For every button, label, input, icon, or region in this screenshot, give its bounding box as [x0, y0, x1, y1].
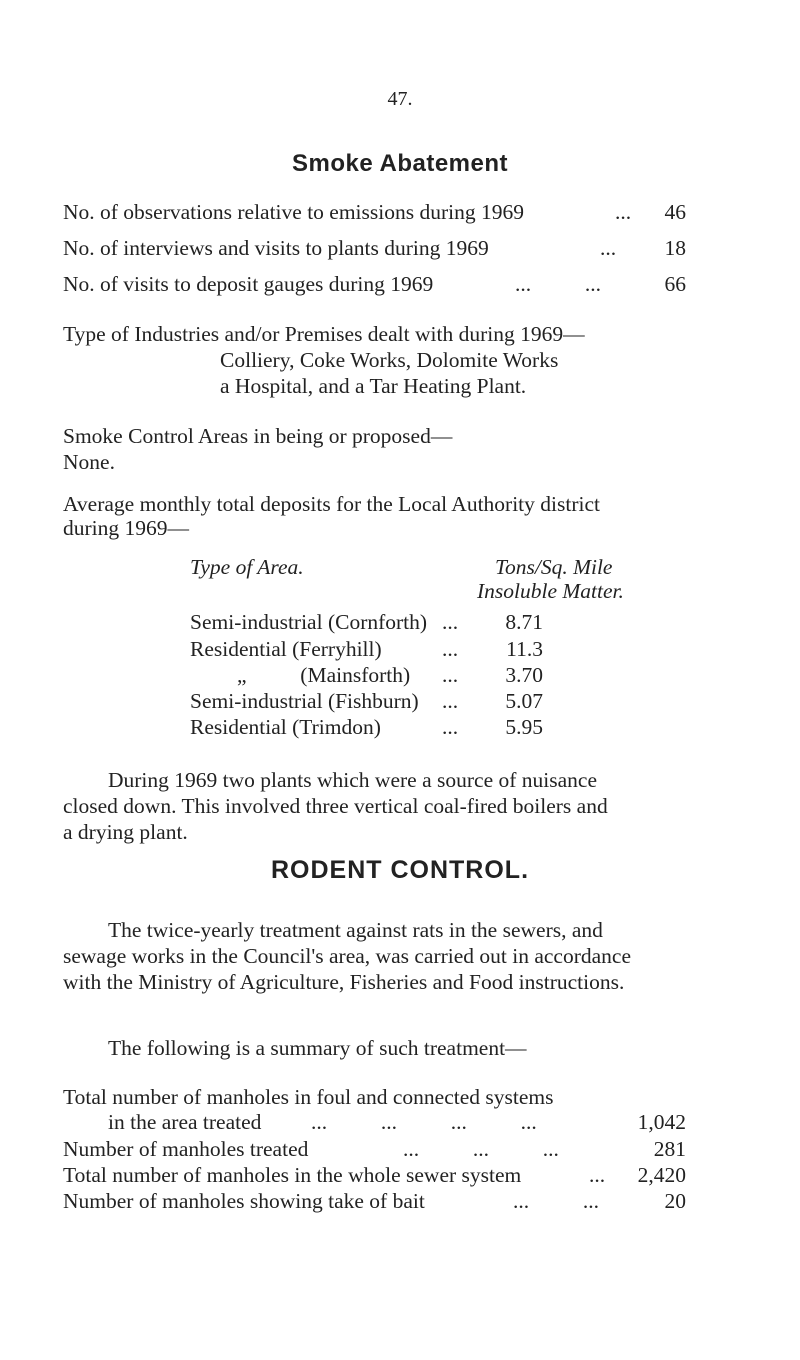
- area-name: Semi-industrial (Fishburn): [190, 689, 419, 713]
- smoke-abatement-title: Smoke Abatement: [292, 150, 508, 177]
- leader-dots: ...: [600, 236, 617, 260]
- leader-dots: ...: [589, 1163, 606, 1187]
- area-name: Semi-industrial (Cornforth): [190, 610, 428, 634]
- table-header-unit: Tons/Sq. Mile: [495, 555, 613, 579]
- area-value: 8.71: [505, 610, 543, 634]
- summary-intro: The following is a summary of such treatment—: [108, 1036, 527, 1060]
- leader-dots: ... ... ...: [403, 1137, 559, 1161]
- control-areas-value: None.: [63, 450, 115, 474]
- rodent-paragraph-line: The twice-yearly treatment against rats in the sewers, and: [108, 918, 603, 942]
- page-number: 47.: [387, 88, 413, 110]
- leader-dots: ...: [442, 610, 459, 634]
- leader-dots: ...: [442, 689, 459, 713]
- stat-label: No. of visits to deposit gauges during 1969: [63, 272, 434, 296]
- rodent-paragraph-line: sewage works in the Council's area, was carried out in accordance: [63, 944, 632, 968]
- stat-label: No. of interviews and visits to plants during 1969: [63, 236, 489, 260]
- summary-label: Number of manholes treated: [63, 1137, 309, 1161]
- stat-value: 66: [664, 272, 686, 296]
- leader-dots: ... ... ... ...: [311, 1110, 537, 1134]
- control-areas-heading: Smoke Control Areas in being or proposed—: [63, 424, 453, 448]
- deposits-intro: Average monthly total deposits for the Local Authority district: [63, 492, 600, 516]
- area-value: 5.95: [505, 715, 543, 739]
- summary-value: 281: [653, 1137, 686, 1161]
- leader-dots: ...: [442, 663, 459, 687]
- leader-dots: ...: [442, 715, 459, 739]
- industries-list-line: a Hospital, and a Tar Heating Plant.: [220, 374, 527, 398]
- area-name: Residential (Ferryhill): [190, 637, 382, 661]
- table-header-unit: Insoluble Matter.: [477, 579, 624, 603]
- leader-dots: ... ...: [513, 1189, 599, 1213]
- area-value: 11.3: [506, 637, 543, 661]
- stat-label: No. of observations relative to emissions during 1969: [63, 200, 524, 224]
- area-value: 3.70: [505, 663, 543, 687]
- rodent-paragraph-line: with the Ministry of Agriculture, Fisheries and Food instructions.: [63, 970, 625, 994]
- leader-dots: ...: [615, 200, 632, 224]
- leader-dots: ...: [442, 637, 459, 661]
- stat-value: 18: [664, 236, 686, 260]
- area-name: „ (Mainsforth): [237, 663, 411, 687]
- summary-label: in the area treated: [108, 1110, 262, 1134]
- industries-list-line: Colliery, Coke Works, Dolomite Works: [220, 348, 559, 372]
- summary-value: 20: [664, 1189, 686, 1213]
- industries-heading: Type of Industries and/or Premises dealt with during 1969—: [63, 322, 585, 346]
- rodent-control-title: RODENT CONTROL.: [270, 856, 530, 884]
- area-value: 5.07: [505, 689, 543, 713]
- summary-label-line: Total number of manholes in foul and connected systems: [63, 1085, 554, 1109]
- summary-value: 2,420: [637, 1163, 686, 1187]
- table-header-area: Type of Area.: [190, 555, 304, 579]
- summary-value: 1,042: [637, 1110, 686, 1134]
- deposits-intro: during 1969—: [63, 516, 190, 540]
- nuisance-paragraph-line: a drying plant.: [63, 820, 188, 844]
- area-name: Residential (Trimdon): [190, 715, 381, 739]
- leader-dots: ... ...: [515, 272, 601, 296]
- stat-value: 46: [664, 200, 686, 224]
- nuisance-paragraph-line: During 1969 two plants which were a source of nuisance: [108, 768, 597, 792]
- nuisance-paragraph-line: closed down. This involved three vertical coal-fired boilers and: [63, 794, 608, 818]
- summary-label: Total number of manholes in the whole sewer system: [63, 1163, 522, 1187]
- summary-label: Number of manholes showing take of bait: [63, 1189, 425, 1213]
